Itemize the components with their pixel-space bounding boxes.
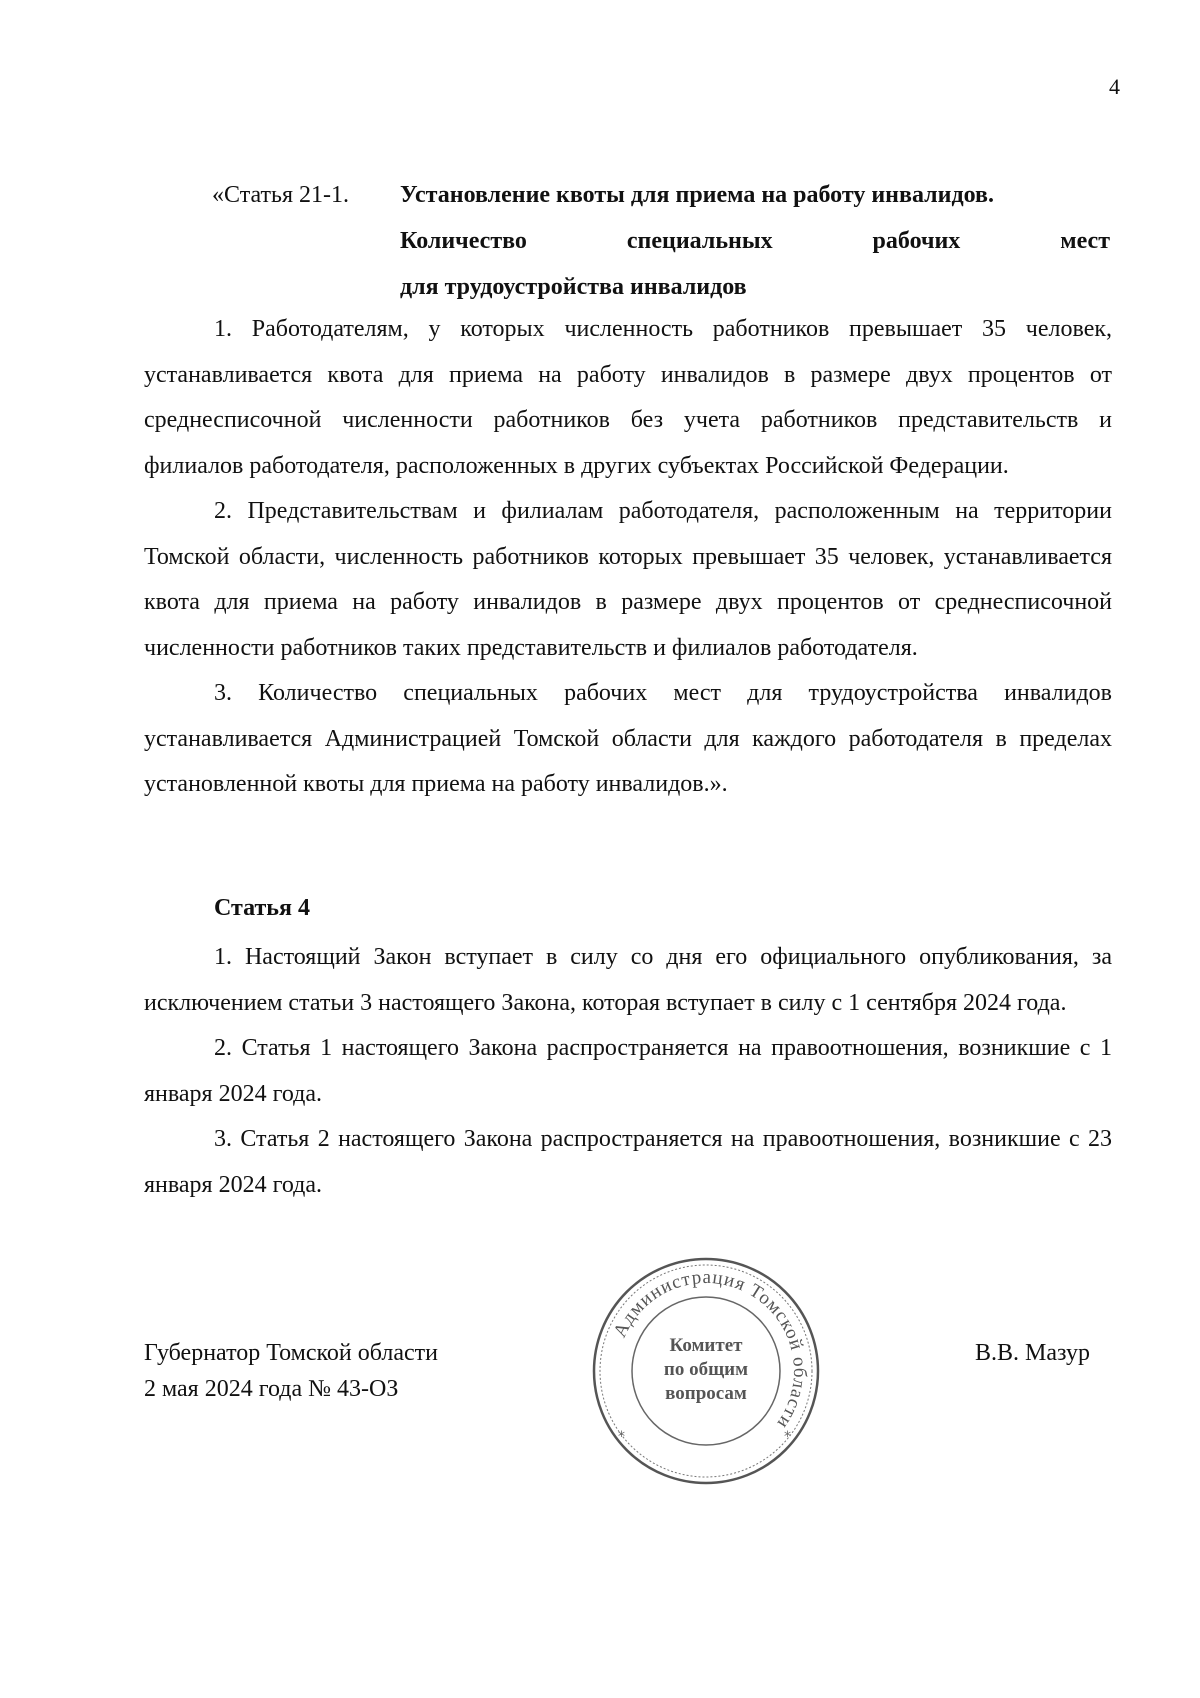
article-reference: «Статья 21-1. bbox=[212, 182, 349, 208]
seal-center-line-1: Комитет bbox=[669, 1335, 743, 1356]
signatory-position: Губернатор Томской области bbox=[144, 1340, 438, 1366]
signature-block bbox=[144, 1335, 438, 1407]
seal-center-line-2: по общим bbox=[663, 1359, 749, 1380]
signatory-name: В.В. Мазур bbox=[975, 1340, 1090, 1366]
seal-center-line-3: вопросам bbox=[665, 1383, 747, 1404]
article-4-body bbox=[144, 935, 1112, 1208]
official-seal bbox=[588, 1253, 824, 1489]
article-21-1-paragraph-3: 3. Количество специальных рабочих мест для трудоустройства инвалидов устанавливается Администрацией Томской области для каждого работодателя в пределах установленной квоты для приема на работу инвалидов.». bbox=[144, 680, 1112, 797]
page-number: 4 bbox=[1109, 74, 1120, 99]
article-title-line-2: Количество специальных рабочих мест bbox=[400, 228, 1110, 254]
seal-star-left-icon: * bbox=[618, 1429, 625, 1445]
law-date-number: 2 мая 2024 года № 43-ОЗ bbox=[144, 1376, 399, 1402]
article-21-1-body bbox=[144, 307, 1112, 808]
article-21-1-paragraph-2: 2. Представительствам и филиалам работодателя, расположенным на территории Томской области, численность работников которых превышает 35 человек, устанавливается квота для приема на работу инвалидов в размере двух процентов от среднесписочной численности работников таких представительств и филиалов работодателя. bbox=[144, 498, 1112, 661]
article-21-1-paragraph-1: 1. Работодателям, у которых численность работников превышает 35 человек, устанавливается квота для приема на работу инвалидов в размере двух процентов от среднесписочной численности работников без учета работников представительств и филиалов работодателя, расположенных в других субъектах Российской Федерации. bbox=[144, 316, 1112, 479]
article-21-1-heading bbox=[212, 172, 1112, 302]
article-4-title: Статья 4 bbox=[214, 895, 310, 921]
article-title bbox=[400, 172, 1110, 310]
article-4-paragraph-1: 1. Настоящий Закон вступает в силу со дня его официального опубликования, за исключением статьи 3 настоящего Закона, которая вступает в силу с 1 сентября 2024 года. bbox=[144, 944, 1112, 1016]
article-title-line-3: для трудоустройства инвалидов bbox=[400, 274, 747, 300]
seal-ring-text: Администрация Томской области bbox=[609, 1266, 811, 1433]
article-4-paragraph-3: 3. Статья 2 настоящего Закона распространяется на правоотношения, возникшие с 23 января 2024 года. bbox=[144, 1126, 1112, 1198]
article-title-line-1: Установление квоты для приема на работу инвалидов. bbox=[400, 182, 994, 208]
article-4-paragraph-2: 2. Статья 1 настоящего Закона распространяется на правоотношения, возникшие с 1 января 2024 года. bbox=[144, 1035, 1112, 1107]
seal-star-right-icon: * bbox=[784, 1429, 791, 1445]
